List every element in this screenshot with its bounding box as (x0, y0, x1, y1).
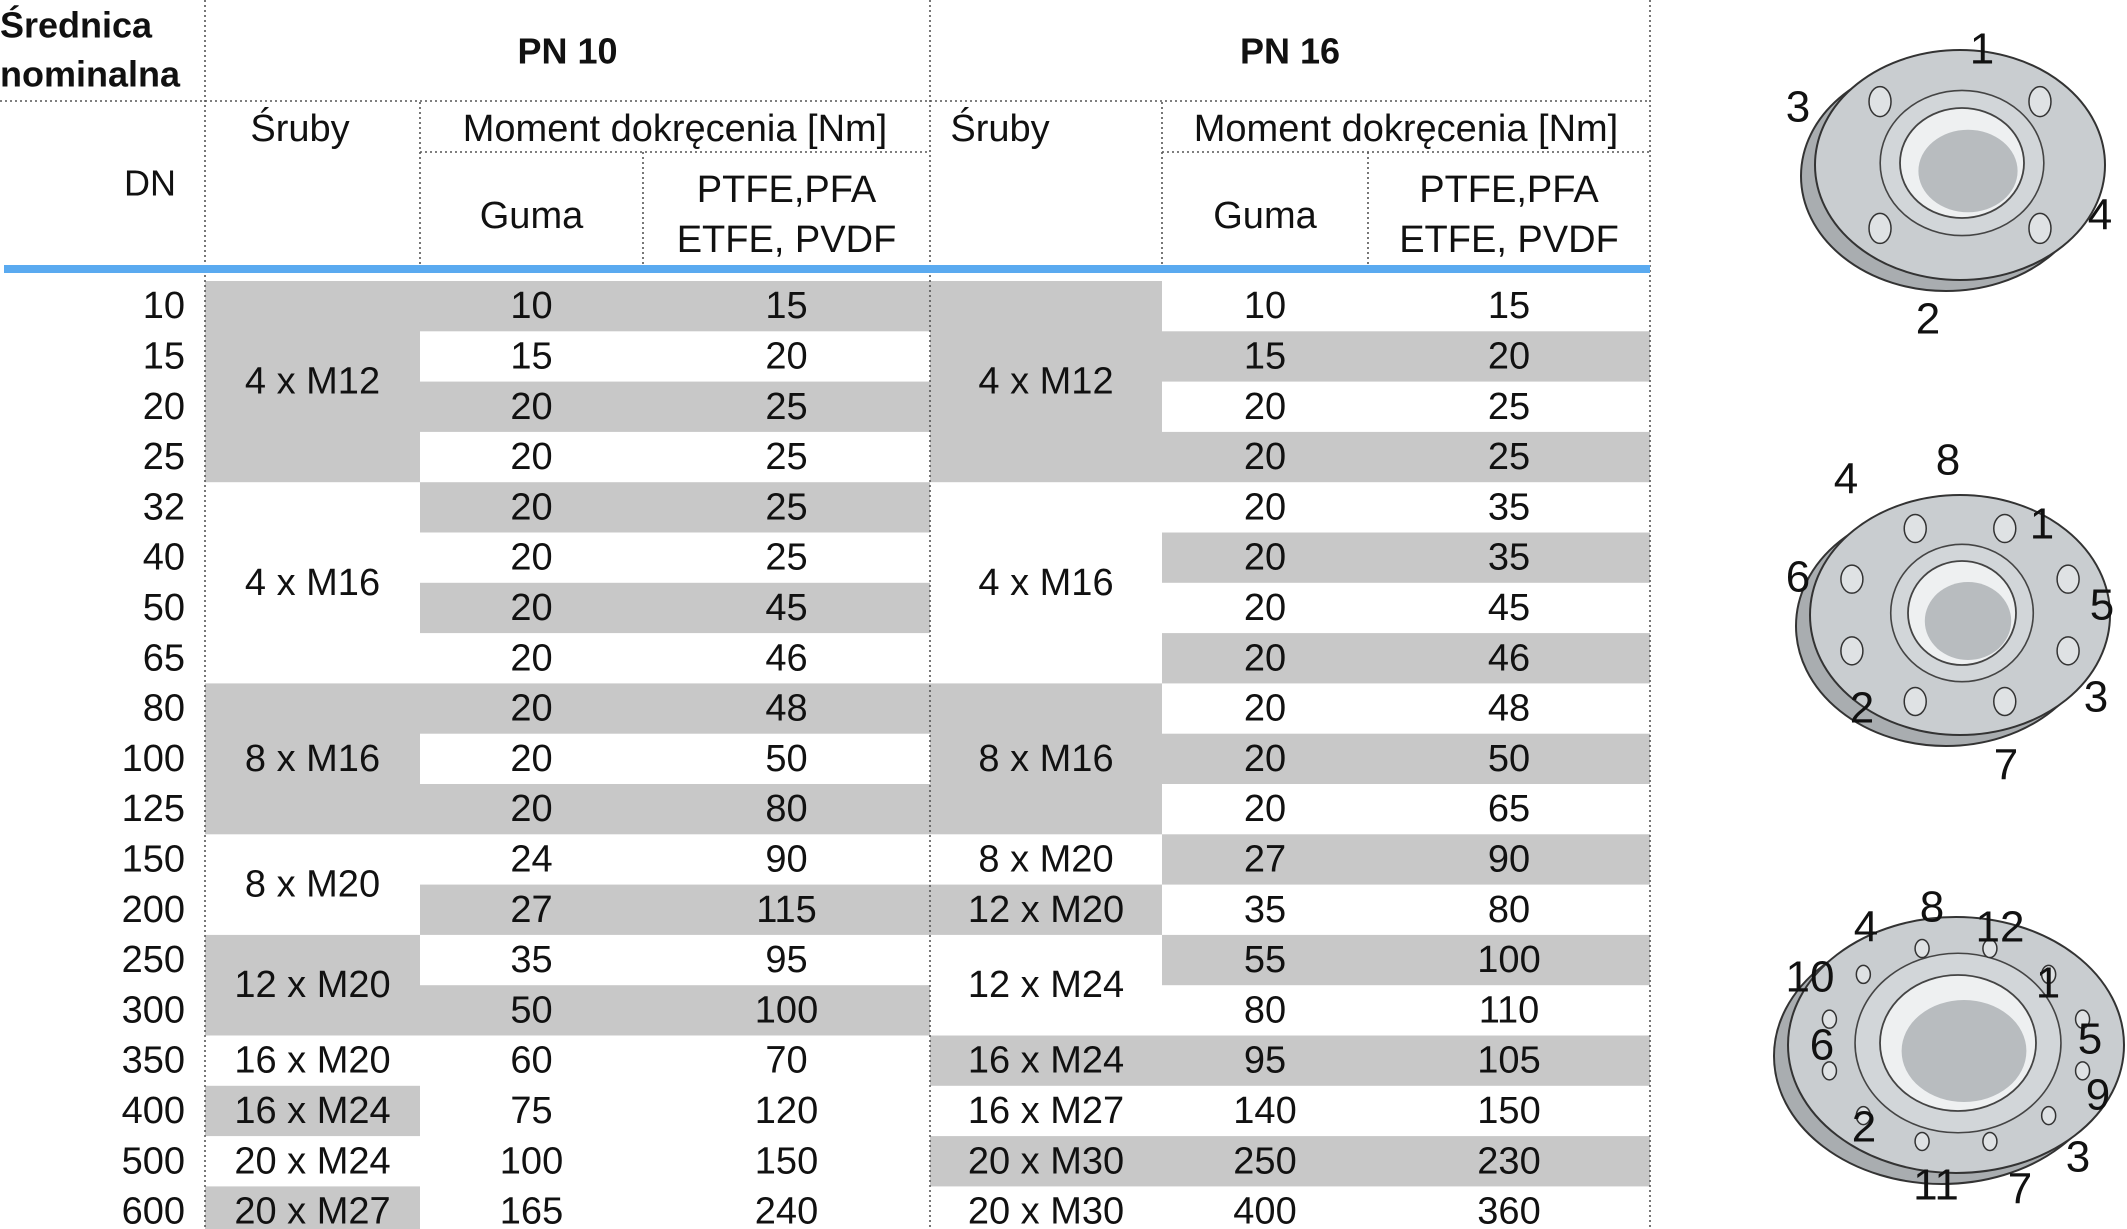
pn10-ptfe-cell: 115 (756, 888, 817, 931)
bolt-number-label: 9 (2085, 1070, 2111, 1120)
pn10-rubber-cell: 20 (510, 586, 553, 629)
bolt-hole (1841, 637, 1863, 665)
bolt-hole (1994, 687, 2016, 715)
pn10-rubber-cell: 75 (510, 1089, 553, 1132)
bolt-number-label: 7 (2007, 1164, 2033, 1214)
pn10-shaded-band (420, 885, 930, 935)
pn10-ptfe-cell: 80 (765, 788, 808, 831)
bolt-hole (1915, 940, 1929, 958)
pn10-ptfe-cell: 240 (754, 1190, 819, 1229)
pn16-shaded-band (1162, 834, 1650, 884)
pn16-rubber-cell: 20 (1243, 385, 1287, 428)
bolt-number-label: 6 (1809, 1020, 1835, 1070)
bolt-number-label: 7 (1993, 740, 2019, 790)
flange-bore-inner (1902, 1000, 2027, 1102)
bolt-number-label: 2 (1849, 683, 1875, 733)
pn10-ptfe-cell: 45 (765, 586, 808, 629)
pn16-ptfe-cell: 105 (1477, 1039, 1541, 1082)
pn16-ptfe-cell: 100 (1477, 939, 1541, 982)
bolt-number-label: 1 (2035, 958, 2061, 1008)
pn10-rubber-cell: 100 (499, 1140, 564, 1183)
pn16-rubber-cell: 95 (1243, 1039, 1287, 1082)
pn10-rubber-cell: 60 (510, 1039, 553, 1082)
bolt-number-label: 5 (2077, 1014, 2103, 1064)
bolt-number-label: 1 (2029, 499, 2055, 549)
pn16-ptfe-cell: 50 (1487, 737, 1531, 780)
pn10-rubber-cell: 15 (510, 335, 553, 378)
pn16-bolt-cell: 4 x M16 (978, 561, 1114, 604)
bolt-hole (1983, 1132, 1997, 1150)
dn-cell: 40 (142, 536, 185, 579)
flange-8-bolt (1786, 436, 2114, 790)
pn16-bolt-cell: 16 x M24 (967, 1039, 1125, 1082)
bolt-hole (1841, 565, 1863, 593)
dn-cell: 500 (121, 1140, 185, 1183)
bolt-hole (2029, 213, 2051, 243)
dn-cell: 400 (121, 1089, 185, 1132)
bolt-hole (1994, 515, 2016, 543)
pn10-shaded-band (420, 583, 930, 633)
header-pn10-torque: Moment dokręcenia [Nm] (462, 108, 888, 151)
pn10-bolt-cell: 20 x M27 (234, 1190, 391, 1229)
bolt-number-label: 8 (1919, 882, 1945, 932)
pn10-rubber-cell: 10 (510, 285, 553, 328)
header-pn16: PN 16 (1239, 30, 1341, 72)
pn10-rubber-cell: 20 (510, 385, 553, 428)
dn-cell: 65 (142, 637, 185, 680)
pn16-bolt-cell: 8 x M16 (978, 737, 1114, 780)
pn16-ptfe-cell: 20 (1487, 335, 1531, 378)
dn-cell: 150 (121, 838, 185, 881)
bolt-number-label: 3 (1785, 82, 1811, 132)
header-divider (4, 265, 1650, 273)
pn16-bolt-cell: 20 x M30 (967, 1140, 1125, 1183)
header-diameter-line2: nominalna (0, 53, 181, 95)
pn10-rubber-cell: 35 (510, 939, 553, 982)
pn16-rubber-cell: 140 (1233, 1089, 1297, 1132)
pn10-bolt-cell: 16 x M24 (234, 1089, 391, 1132)
pn10-rubber-cell: 27 (510, 888, 553, 931)
pn16-rubber-cell: 20 (1243, 586, 1287, 629)
pn10-bolt-cell: 12 x M20 (234, 964, 391, 1007)
pn16-ptfe-cell: 25 (1487, 436, 1531, 479)
pn16-rubber-cell: 80 (1243, 989, 1287, 1032)
pn16-shaded-band (1162, 533, 1650, 583)
pn10-ptfe-cell: 100 (754, 989, 819, 1032)
bolt-number-label: 3 (2083, 672, 2109, 722)
pn10-shaded-band (420, 784, 930, 834)
header-pn16-bolts: Śruby (950, 108, 1050, 151)
pn10-rubber-cell: 20 (510, 788, 553, 831)
dn-cell: 20 (142, 385, 185, 428)
pn10-rubber-cell: 20 (510, 436, 553, 479)
bolt-number-label: 1 (1969, 24, 1995, 74)
pn16-rubber-cell: 20 (1243, 687, 1287, 730)
pn10-ptfe-cell: 15 (765, 285, 808, 328)
dn-cell: 250 (121, 939, 185, 982)
pn16-ptfe-cell: 80 (1487, 888, 1531, 931)
pn16-rubber-cell: 15 (1243, 335, 1287, 378)
pn16-ptfe-cell: 25 (1487, 385, 1531, 428)
pn10-ptfe-cell: 70 (765, 1039, 808, 1082)
dn-cell: 25 (142, 436, 185, 479)
bolt-hole (1869, 213, 1891, 243)
flange-diagrams (1760, 0, 2127, 1229)
pn16-bolt-cell: 4 x M12 (978, 360, 1114, 403)
pn16-rubber-cell: 20 (1243, 536, 1287, 579)
pn16-rubber-cell: 20 (1243, 788, 1287, 831)
bolt-number-label: 10 (1785, 952, 1835, 1002)
pn10-ptfe-cell: 20 (765, 335, 808, 378)
pn10-ptfe-cell: 25 (765, 486, 808, 529)
header-dn: DN (124, 162, 176, 204)
header-pn16-torque: Moment dokręcenia [Nm] (1193, 108, 1619, 151)
bolt-hole (2029, 87, 2051, 117)
dn-cell: 32 (142, 486, 185, 529)
bolt-hole (2057, 637, 2079, 665)
pn16-rubber-cell: 400 (1233, 1190, 1297, 1229)
pn16-shaded-band (1162, 1036, 1650, 1086)
bolt-hole (1904, 687, 1926, 715)
pn10-rubber-cell: 165 (499, 1190, 564, 1229)
pn16-ptfe-cell: 360 (1477, 1190, 1541, 1229)
pn10-ptfe-cell: 120 (754, 1089, 819, 1132)
bolt-number-label: 2 (1915, 294, 1941, 344)
pn16-bolt-cell: 8 x M20 (978, 838, 1114, 881)
pn16-ptfe-cell: 35 (1487, 536, 1531, 579)
dn-cell: 15 (142, 335, 185, 378)
pn16-ptfe-cell: 45 (1487, 586, 1531, 629)
pn10-ptfe-cell: 95 (765, 939, 808, 982)
dn-cell: 80 (142, 687, 185, 730)
pn16-rubber-cell: 35 (1243, 888, 1287, 931)
pn10-ptfe-cell: 25 (765, 536, 808, 579)
bolt-number-label: 3 (2065, 1132, 2091, 1182)
pn10-ptfe-cell: 25 (765, 436, 808, 479)
pn16-bolt-cell: 16 x M27 (967, 1089, 1125, 1132)
pn10-shaded-band (420, 985, 930, 1035)
pn10-shaded-band (420, 281, 930, 331)
bolt-number-label: 12 (1975, 902, 2025, 952)
header-diameter-line1: Średnica (0, 4, 153, 46)
bolt-hole (1869, 87, 1891, 117)
pn10-rubber-cell: 20 (510, 687, 553, 730)
pn10-rubber-cell: 20 (510, 737, 553, 780)
pn16-shaded-band (1162, 935, 1650, 985)
dn-cell: 125 (121, 788, 185, 831)
pn16-ptfe-cell: 35 (1487, 486, 1531, 529)
dn-cell: 200 (121, 888, 185, 931)
dn-cell: 50 (142, 586, 185, 629)
dn-cell: 600 (121, 1190, 185, 1229)
pn16-bolt-cell: 20 x M30 (967, 1190, 1125, 1229)
pn10-rubber-cell: 50 (510, 989, 553, 1032)
pn10-ptfe-cell: 25 (765, 385, 808, 428)
header-pn16-ptfe-line1: PTFE,PFA (1419, 169, 1599, 212)
pn10-rubber-cell: 20 (510, 536, 553, 579)
pn16-rubber-cell: 20 (1243, 737, 1287, 780)
pn10-ptfe-cell: 150 (754, 1140, 819, 1183)
bolt-number-label: 6 (1785, 552, 1811, 602)
pn16-ptfe-cell: 90 (1487, 838, 1531, 881)
header-pn10-bolts: Śruby (250, 108, 350, 151)
pn10-shaded-band (420, 382, 930, 432)
bolt-number-label: 2 (1851, 1102, 1877, 1152)
pn10-rubber-cell: 24 (510, 838, 553, 881)
pn16-rubber-cell: 10 (1243, 285, 1287, 328)
bolt-number-label: 4 (1853, 902, 1879, 952)
pn16-shaded-band (1162, 633, 1650, 683)
header-pn10-ptfe-line2: ETFE, PVDF (676, 219, 897, 262)
pn16-bolt-cell: 12 x M20 (967, 888, 1125, 931)
pn10-bolt-cell: 16 x M20 (234, 1039, 391, 1082)
flange-12-bolt (1774, 883, 2124, 1214)
pn16-rubber-cell: 20 (1243, 436, 1287, 479)
pn10-shaded-band (420, 482, 930, 532)
pn16-bolt-cell: 12 x M24 (967, 964, 1125, 1007)
pn10-ptfe-cell: 48 (765, 687, 808, 730)
bolt-number-label: 4 (1833, 454, 1859, 504)
pn16-ptfe-cell: 46 (1487, 637, 1531, 680)
pn16-rubber-cell: 20 (1243, 486, 1287, 529)
bolt-hole (2057, 565, 2079, 593)
bolt-hole (1915, 1132, 1929, 1150)
dn-cell: 300 (121, 989, 185, 1032)
dn-cell: 10 (142, 285, 185, 328)
pn10-ptfe-cell: 46 (765, 637, 808, 680)
header-pn10-ptfe-line1: PTFE,PFA (696, 169, 877, 212)
flange-bore-inner (1925, 582, 2011, 660)
dn-cell: 100 (121, 737, 185, 780)
pn16-rubber-cell: 20 (1243, 637, 1287, 680)
pn16-ptfe-cell: 48 (1487, 687, 1531, 730)
pn10-ptfe-cell: 50 (765, 737, 808, 780)
bolt-hole (1856, 965, 1870, 983)
bolt-number-label: 11 (1913, 1160, 1959, 1210)
pn16-ptfe-cell: 15 (1487, 285, 1531, 328)
pn16-ptfe-cell: 150 (1477, 1089, 1541, 1132)
flange-4-bolt (1786, 25, 2112, 344)
pn16-shaded-band (1162, 734, 1650, 784)
bolt-hole (2042, 1107, 2056, 1125)
bolt-hole (1904, 515, 1926, 543)
pn16-ptfe-cell: 65 (1487, 788, 1531, 831)
pn10-bolt-cell: 4 x M12 (244, 360, 381, 403)
pn16-rubber-cell: 55 (1243, 939, 1287, 982)
pn10-bolt-cell: 8 x M20 (244, 863, 381, 906)
header-pn16-rubber: Guma (1213, 195, 1317, 238)
bolt-number-label: 4 (2087, 190, 2113, 240)
pn16-shaded-band (1162, 331, 1650, 381)
header-pn10-rubber: Guma (479, 195, 584, 238)
pn10-rubber-cell: 20 (510, 486, 553, 529)
bolt-number-label: 5 (2089, 580, 2115, 630)
pn16-rubber-cell: 250 (1233, 1140, 1297, 1183)
pn16-ptfe-cell: 230 (1477, 1140, 1541, 1183)
pn10-bolt-cell: 8 x M16 (244, 737, 381, 780)
pn16-shaded-band (1162, 432, 1650, 482)
flange-bore-inner (1918, 130, 2017, 213)
pn16-ptfe-cell: 110 (1478, 989, 1540, 1032)
pn10-rubber-cell: 20 (510, 637, 553, 680)
pn10-bolt-cell: 4 x M16 (244, 561, 381, 604)
header-pn16-ptfe-line2: ETFE, PVDF (1399, 219, 1619, 262)
bolt-number-label: 8 (1935, 435, 1961, 485)
dn-cell: 350 (121, 1039, 185, 1082)
header-pn10: PN 10 (517, 30, 618, 72)
pn10-ptfe-cell: 90 (765, 838, 808, 881)
pn10-bolt-cell: 20 x M24 (234, 1140, 391, 1183)
pn16-rubber-cell: 27 (1243, 838, 1287, 881)
pn10-shaded-band (420, 683, 930, 733)
